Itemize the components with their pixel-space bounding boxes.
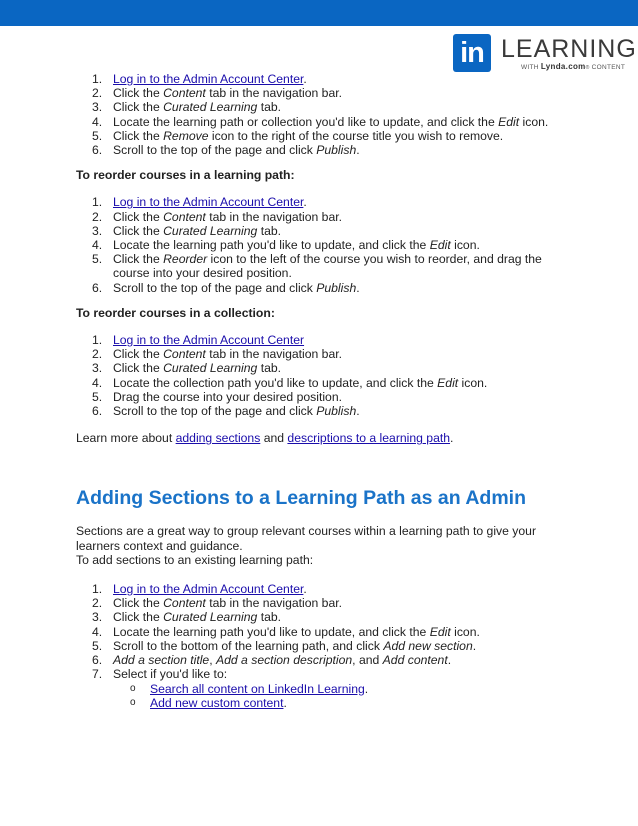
list-item: 5. Click the Reorder icon to the left of the course you wish to reorder, and drag the course into your desired position. bbox=[92, 252, 542, 281]
list-item: 6. Scroll to the top of the page and click Publish. bbox=[92, 143, 360, 158]
list-item: 3. Click the Curated Learning tab. bbox=[92, 223, 282, 238]
section-title: Adding Sections to a Learning Path as an Admin bbox=[76, 487, 526, 510]
list-item: 6. Scroll to the top of the page and click Publish. bbox=[92, 280, 360, 295]
add-sections-steps bbox=[76, 582, 576, 681]
list-item: 2. Click the Content tab in the navigation bar. bbox=[92, 596, 343, 611]
learn-more-text: Learn more about adding sections and descriptions to a learning path. bbox=[76, 431, 454, 446]
list-item: 4. Locate the learning path or collection you'd like to update, and click the Edit icon. bbox=[92, 114, 549, 129]
bullet-circle-icon: o bbox=[130, 682, 136, 694]
list-item: 6. Scroll to the top of the page and click Publish. bbox=[92, 404, 360, 419]
reorder-path-steps bbox=[76, 195, 576, 294]
bullet-circle-icon: o bbox=[130, 696, 136, 708]
section-intro-2: To add sections to an existing learning path: bbox=[76, 552, 314, 567]
linkedin-learning-logo bbox=[453, 34, 637, 74]
list-item: 2. Click the Content tab in the navigation bar. bbox=[92, 209, 343, 224]
list-item: 5. Drag the course into your desired position. bbox=[92, 389, 342, 404]
list-item: o Search all content on LinkedIn Learning. bbox=[130, 681, 369, 696]
adding-sections-link[interactable]: adding sections bbox=[175, 431, 261, 446]
reorder-collection-steps bbox=[76, 333, 576, 418]
top-color-bar bbox=[0, 0, 638, 26]
list-item: 1. Log in to the Admin Account Center. bbox=[92, 195, 307, 210]
logo-wordmark: LEARNING bbox=[501, 35, 637, 63]
list-item: 1. Log in to the Admin Account Center. bbox=[92, 582, 307, 597]
list-item: 1. Log in to the Admin Account Center. bbox=[92, 72, 307, 86]
reorder-collection-heading: To reorder courses in a collection: bbox=[76, 305, 275, 320]
list-item: 4. Locate the learning path you'd like to update, and click the Edit icon. bbox=[92, 238, 480, 253]
admin-center-link[interactable]: Log in to the Admin Account Center bbox=[113, 72, 304, 86]
list-item: 5. Click the Remove icon to the right of the course title you wish to remove. bbox=[92, 128, 504, 143]
list-item: 1. Log in to the Admin Account Center bbox=[92, 333, 305, 348]
list-item: 7. Select if you'd like to: bbox=[92, 667, 228, 682]
list-item: 3. Click the Curated Learning tab. bbox=[92, 610, 282, 625]
list-item: 2. Click the Content tab in the navigation bar. bbox=[92, 347, 343, 362]
list-item: 4. Locate the collection path you'd like to update, and click the Edit icon. bbox=[92, 375, 488, 390]
add-custom-content-link[interactable]: Add new custom content bbox=[150, 695, 284, 710]
linkedin-in-icon: in bbox=[453, 34, 491, 72]
section-intro: Sections are a great way to group relevant courses within a learning path to give your learners context and guidance. bbox=[76, 524, 537, 553]
admin-center-link[interactable]: Log in to the Admin Account Center bbox=[113, 333, 305, 348]
add-content-options bbox=[76, 682, 576, 710]
list-item: 6. Add a section title, Add a section description, and Add content. bbox=[92, 653, 452, 668]
search-content-link[interactable]: Search all content on LinkedIn Learning bbox=[150, 681, 365, 696]
remove-course-steps bbox=[76, 72, 576, 157]
list-item: 3. Click the Curated Learning tab. bbox=[92, 361, 282, 376]
logo-tagline: WITH Lynda.com® CONTENT bbox=[521, 62, 626, 71]
descriptions-link[interactable]: descriptions to a learning path bbox=[287, 431, 451, 446]
admin-center-link[interactable]: Log in to the Admin Account Center bbox=[113, 195, 304, 210]
list-item: 2. Click the Content tab in the navigation bar. bbox=[92, 86, 343, 101]
list-item: 5. Scroll to the bottom of the learning path, and click Add new section. bbox=[92, 638, 477, 653]
document-body bbox=[76, 72, 576, 710]
admin-center-link[interactable]: Log in to the Admin Account Center bbox=[113, 582, 304, 597]
reorder-path-heading: To reorder courses in a learning path: bbox=[76, 168, 295, 183]
list-item: 4. Locate the learning path you'd like to update, and click the Edit icon. bbox=[92, 624, 480, 639]
list-item: 3. Click the Curated Learning tab. bbox=[92, 100, 282, 115]
list-item: o Add new custom content. bbox=[130, 695, 287, 710]
